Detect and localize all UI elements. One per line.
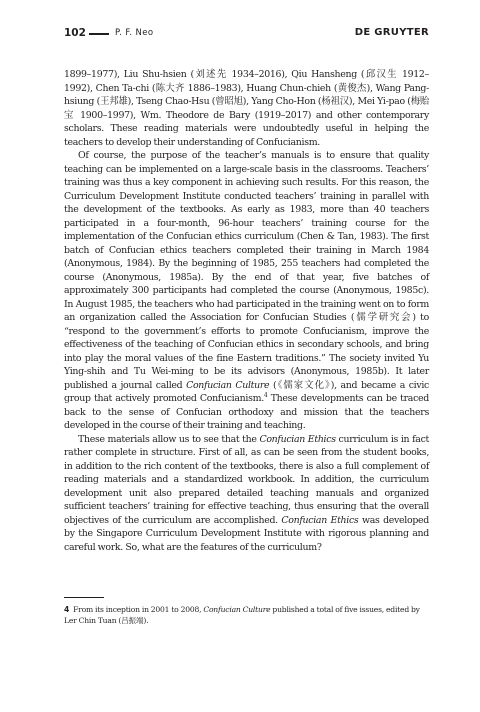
footnote-journal-title: Confucian Culture — [203, 605, 271, 614]
footnote-text-b: published a total of five issues, edited by Ler Chin Tuan (吕振端). — [64, 605, 420, 625]
paragraph-1: 1899–1977), Liu Shu-hsien (刘述先 1934–2016), Qiu Hansheng (邱汉生 1912–1992), Chen Ta-chi (陈大齐 1886–1983), Huang Chun-chieh (黄俊杰), Wang Pang-hsiung (王邦雄), Tseng Chao-Hsu (曾昭旭), Yang Cho-Hon (杨祖汉), Mei Yi-pao (梅贻宝 1900–1997), Wm. Theodore de Bary (1919–2017) and other contemporary scholars. These reading materials were undoubtedly useful in helping the teachers to develop their understanding of Confucianism. — [64, 69, 429, 148]
paragraph-2-text-b: (《儒家文化》), and became a civic group that actively promoted Confucianism. — [64, 379, 429, 404]
paragraph-2-text-a: Of course, the purpose of the teacher’s manuals is to ensure that quality teaching can be implemented on a large-scale basis in the classrooms. Teachers’ training was thus a key component in achieving such results. For this reason, the Curriculum Development Institute conducted teachers’ training in parallel with the development of the textbooks. As early as 1983, more than 40 teachers participated in a four-month, 96-hour teachers’ training course for the implementation of the Confucian ethics curriculum (Chen & Tan, 1983). The first batch of Confucian ethics teachers completed their training in March 1984 (Anonymous, 1984). By the beginning of 1985, 255 teachers had completed the course (Anonymous, 1985a). By the end of that year, five batches of approximately 300 participants had completed the course (Anonymous, 1985c). In August 1985, the teachers who had participated in the training went on to form an organization called the Association for Confucian Studies (儒学研究会) to “respond to the government’s efforts to promote Confucianism, improve the effectiveness of the teaching of Confucian ethics in secondary schools, and bring into play the moral values of the fine Eastern traditions.” The society invited Yu Ying-shih and Tu Wei-ming to be its advisors (Anonymous, 1985b). It later published a journal called — [64, 150, 429, 391]
paragraph-2-text-c: These developments can be traced back to the sense of Confucian orthodoxy and mission that the teachers developed in the course of their training and teaching. — [64, 393, 429, 431]
publisher-name: DE GRUYTER — [354, 27, 429, 38]
body-text — [64, 68, 429, 554]
paragraph-3-text-a: These materials allow us to see that the — [78, 433, 260, 445]
footnote-number: 4 — [64, 605, 70, 614]
paragraph-2 — [64, 149, 429, 433]
journal-title: Confucian Culture — [186, 379, 270, 391]
footnote-text-a: From its inception in 2001 to 2008, — [73, 605, 204, 614]
paragraph-3 — [64, 433, 429, 555]
curriculum-title-1: Confucian Ethics — [259, 433, 336, 445]
paragraph-3-text-b: curriculum is in fact rather complete in structure. First of all, as can be seen from the student books, in addition to the rich content of the textbooks, there is also a full complement of reading materials and a standardized workbook. In addition, the curriculum development unit also prepared detailed teaching manuals and organized sufficient teachers’ training for effective teaching, thus ensuring that the overall objectives of the curriculum are accomplished. — [64, 433, 429, 526]
header-dash — [89, 33, 109, 35]
footnote — [64, 604, 429, 626]
footnote-divider — [64, 597, 104, 598]
running-header — [64, 27, 429, 41]
curriculum-title-2: Confucian Ethics — [281, 514, 359, 526]
running-author: P. F. Neo — [115, 28, 154, 38]
footnote-reference[interactable]: 4 — [263, 391, 268, 399]
paragraph-3-text-c: was developed by the Singapore Curriculum Development Institute with rigorous planning and careful work. So, what are the features of the curriculum? — [64, 514, 429, 553]
page-number: 102 — [64, 27, 86, 39]
